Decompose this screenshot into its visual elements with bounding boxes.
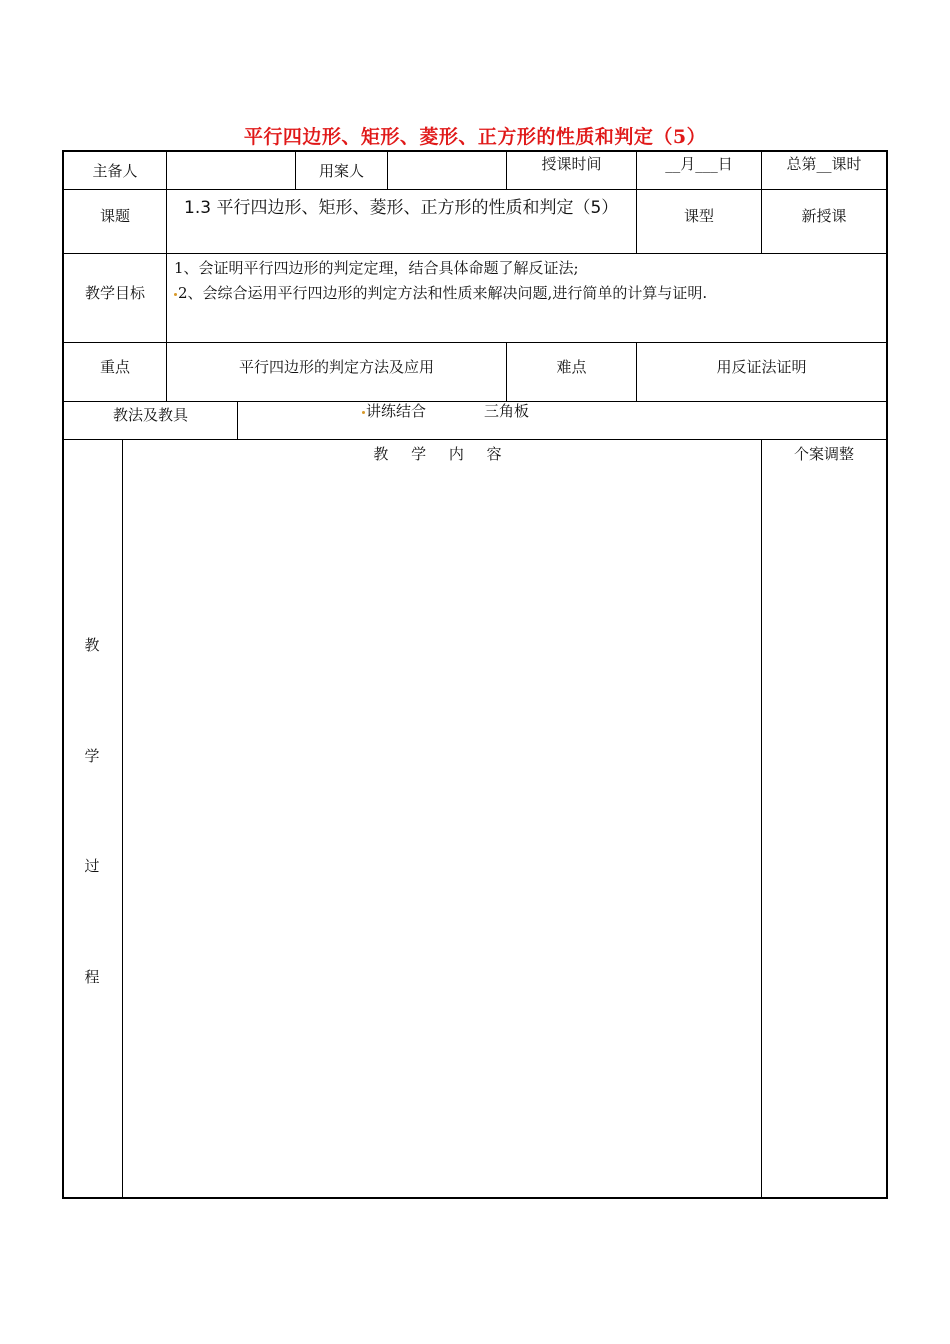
objective-item-text: 2、会综合运用平行四边形的判定方法和性质来解决问题,进行简单的计算与证明. <box>178 284 708 302</box>
key-point-label: 重点 <box>99 358 130 376</box>
adjustment-area[interactable] <box>763 470 885 1196</box>
date-field[interactable]: __月___日 <box>665 155 733 173</box>
process-side-char: 教 <box>84 636 100 654</box>
content-area[interactable] <box>124 470 760 1196</box>
process-side-char: 过 <box>84 857 100 875</box>
col-divider <box>166 150 167 253</box>
difficulty-value: 用反证法证明 <box>716 358 807 376</box>
objective-item: 1、会证明平行四边形的判定定理，结合具体命题了解反证法; <box>174 259 579 277</box>
lesson-type-value: 新授课 <box>801 207 847 225</box>
table-border-left <box>62 150 64 1199</box>
topic-value: 1.3 平行四边形、矩形、菱形、正方形的性质和判定（5） <box>184 198 619 218</box>
row-divider <box>62 439 888 440</box>
marker-dot-icon <box>174 293 177 296</box>
col-divider <box>387 150 388 190</box>
content-header: 教 学 内 容 <box>373 445 511 463</box>
table-border-right <box>886 150 888 1199</box>
row-divider <box>62 401 888 402</box>
teaching-time-label: 授课时间 <box>541 155 602 173</box>
period-field[interactable]: 总第__课时 <box>786 155 862 173</box>
objectives-label: 教学目标 <box>84 284 145 302</box>
method-text: 讲练结合 <box>366 402 427 420</box>
col-divider <box>122 439 123 1198</box>
user-label: 用案人 <box>318 162 364 180</box>
table-border-top <box>62 150 888 152</box>
topic-label: 课题 <box>99 207 130 225</box>
preparer-label: 主备人 <box>92 162 138 180</box>
key-point-value: 平行四边形的判定方法及应用 <box>238 358 434 376</box>
marker-dot-icon <box>362 411 365 414</box>
adjustment-header: 个案调整 <box>793 445 854 463</box>
methods-label: 教法及教具 <box>112 406 188 424</box>
document-title: 平行四边形、矩形、菱形、正方形的性质和判定（5） <box>243 126 707 148</box>
difficulty-label: 难点 <box>556 358 587 376</box>
col-divider <box>761 439 762 1198</box>
tool-value: 三角板 <box>484 402 530 420</box>
col-divider <box>237 401 238 439</box>
row-divider <box>62 189 888 190</box>
table-border-bottom <box>62 1197 888 1199</box>
row-divider <box>62 253 888 254</box>
objective-item <box>174 283 707 303</box>
row-divider <box>62 342 888 343</box>
col-divider <box>166 253 167 342</box>
process-side-char: 程 <box>84 968 100 986</box>
method-value <box>362 401 426 421</box>
process-side-char: 学 <box>84 747 100 765</box>
lesson-type-label: 课型 <box>683 207 714 225</box>
